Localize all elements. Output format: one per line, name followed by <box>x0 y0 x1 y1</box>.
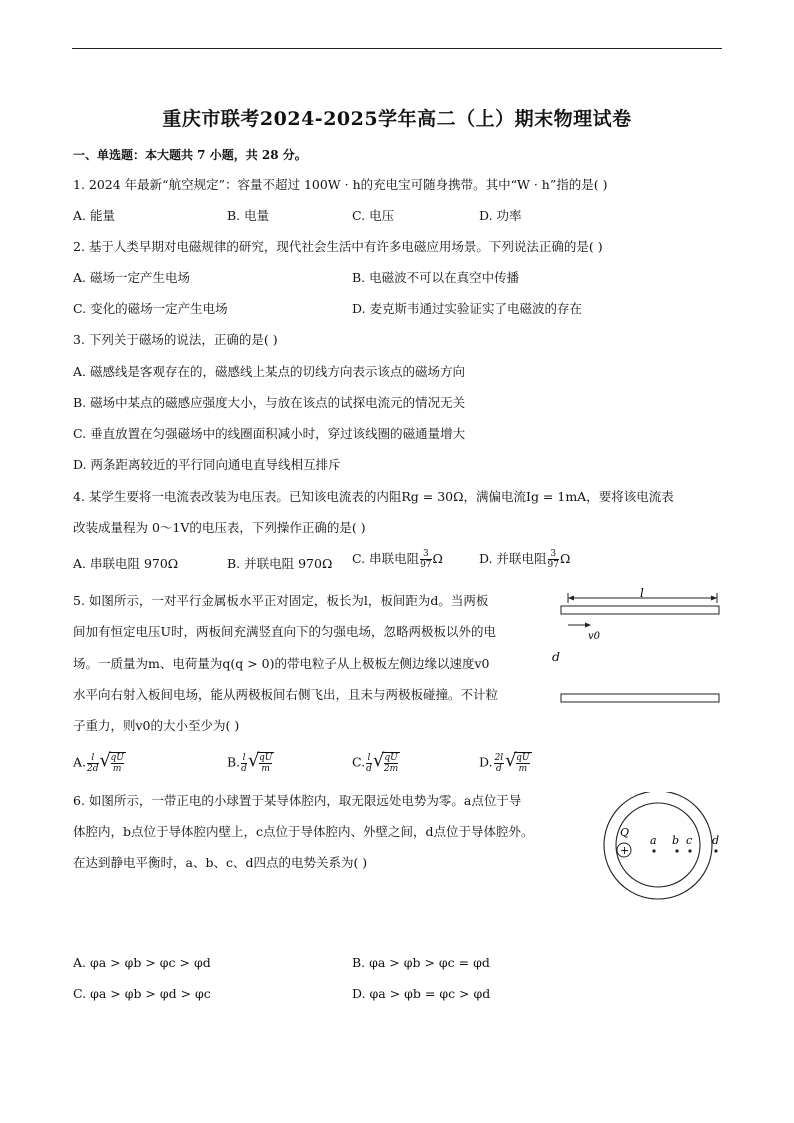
question-5-line3: 场。一质量为m、电荷量为q(q > 0)的带电粒子从上极板左侧边缘以速度v0 <box>73 656 490 671</box>
label-v0: v0 <box>588 631 601 642</box>
label-Q: Q <box>620 826 630 839</box>
velocity-arrow <box>568 623 591 628</box>
q3-option-d[interactable]: D. 两条距离较近的平行同向通电直导线相互排斥 <box>73 457 341 472</box>
q1-option-b[interactable]: B. 电量 <box>227 208 270 223</box>
square-root: √ $\frac{qU}{m}$ <box>505 750 530 774</box>
parallel-plates-figure <box>560 588 730 710</box>
square-root: √ $\frac{qU}{m}$ <box>99 750 124 774</box>
question-2-stem: 2. 基于人类早期对电磁规律的研究，现代社会生活中有许多电磁应用场景。下列说法正确的是( ) <box>73 239 603 254</box>
plus-sign: + <box>620 844 630 857</box>
question-5-line5: 子重力，则v0的大小至少为( ) <box>73 718 240 733</box>
fraction-3-97: $\frac{3}{97}$ <box>420 549 432 570</box>
point-d <box>714 849 717 852</box>
q1-option-c[interactable]: C. 电压 <box>352 208 395 223</box>
page-title: 重庆市联考2024-2025学年高二（上）期末物理试卷 <box>162 108 632 130</box>
question-3-stem: 3. 下列关于磁场的说法，正确的是( ) <box>73 332 278 347</box>
question-5-line4: 水平向右射入板间电场，能从两极板间右侧飞出，且未与两极板碰撞。不计粒 <box>73 687 499 702</box>
q6-option-c[interactable]: C. φa > φb > φd > φc <box>73 986 211 1001</box>
q5-option-label: C. <box>352 754 366 770</box>
label-d: d <box>712 834 720 847</box>
upper-plate <box>561 606 719 614</box>
question-6-line1: 6. 如图所示，一带正电的小球置于某导体腔内，取无限远处电势为零。a点位于导 <box>73 793 522 808</box>
fraction-3-97: $\frac{3}{97}$ <box>547 549 559 570</box>
q6-option-b[interactable]: B. φa > φb > φc = φd <box>352 955 490 970</box>
question-5-line2: 间加有恒定电压U时，两板间充满竖直向下的匀强电场，忽略两极板以外的电 <box>73 624 497 639</box>
square-root: √ $\frac{qU}{m}$ <box>247 750 273 774</box>
square-root: √ $\frac{qU}{2m}$ <box>372 750 399 774</box>
lower-plate <box>561 694 719 702</box>
q6-option-d[interactable]: D. φa > φb = φc > φd <box>352 986 491 1001</box>
header-rule <box>72 48 722 49</box>
q3-option-c[interactable]: C. 垂直放置在匀强磁场中的线圈面积减小时，穿过该线圈的磁通量增大 <box>73 426 466 441</box>
q3-option-a[interactable]: A. 磁感线是客观存在的，磁感线上某点的切线方向表示该点的磁场方向 <box>73 364 465 379</box>
q5-option-d[interactable] <box>479 752 532 774</box>
label-b: b <box>672 834 680 847</box>
point-a <box>652 849 655 852</box>
q2-option-b[interactable]: B. 电磁波不可以在真空中传播 <box>352 270 520 285</box>
question-6-line2: 体腔内，b点位于导体腔内壁上，c点位于导体腔内、外壁之间，d点位于导体腔外。 <box>73 824 534 839</box>
point-b <box>675 849 678 852</box>
q4-option-d-label: D. 并联电阻 <box>479 551 547 566</box>
q4-option-a[interactable]: A. 串联电阻 970Ω <box>73 556 179 571</box>
q5-option-a[interactable] <box>73 752 126 774</box>
label-c: c <box>686 834 693 847</box>
q3-option-b[interactable]: B. 磁场中某点的磁感应强度大小，与放在该点的试探电流元的情况无关 <box>73 395 466 410</box>
point-c <box>688 849 691 852</box>
question-6-line3: 在达到静电平衡时，a、b、c、d四点的电势关系为( ) <box>73 855 368 870</box>
question-1-stem: 1. 2024 年最新“航空规定”：容量不超过 100W · h的充电宝可随身携带。其中“W · h”指的是( ) <box>73 177 608 192</box>
q1-option-a[interactable]: A. 能量 <box>73 208 115 223</box>
q4-option-d[interactable]: D. 并联电阻 $\frac{3}{97}$ Ω <box>479 549 571 570</box>
label-a: a <box>650 834 657 847</box>
label-d: d <box>552 649 561 664</box>
q2-option-c[interactable]: C. 变化的磁场一定产生电场 <box>73 301 228 316</box>
q1-option-d[interactable]: D. 功率 <box>479 208 522 223</box>
question-4-stem-line2: 改装成量程为 0～1V的电压表，下列操作正确的是( ) <box>73 520 366 535</box>
q4-option-b[interactable]: B. 并联电阻 970Ω <box>227 556 333 571</box>
coefficient-fraction: $\frac{l}{d}$ <box>366 752 372 774</box>
q5-option-label: D. <box>479 754 493 770</box>
q5-option-label: A. <box>73 754 87 770</box>
q6-option-a[interactable]: A. φa > φb > φc > φd <box>73 955 211 970</box>
q4-option-c-label: C. 串联电阻 <box>352 551 420 566</box>
section-heading: 一、单选题：本大题共 7 小题，共 28 分。 <box>73 148 307 162</box>
coefficient-fraction: $\frac{2l}{d}$ <box>494 752 504 774</box>
label-l: l <box>640 588 644 600</box>
q4-option-c[interactable]: C. 串联电阻 $\frac{3}{97}$ Ω <box>352 549 443 570</box>
q2-option-d[interactable]: D. 麦克斯韦通过实验证实了电磁波的存在 <box>352 301 583 316</box>
q2-option-a[interactable]: A. 磁场一定产生电场 <box>73 270 190 285</box>
q5-option-b[interactable] <box>227 752 274 774</box>
question-5-line1: 5. 如图所示，一对平行金属板水平正对固定，板长为l，板间距为d。当两板 <box>73 593 489 608</box>
q5-option-c[interactable] <box>352 752 400 774</box>
conductor-cavity-figure <box>576 792 736 910</box>
q5-option-label: B. <box>227 754 241 770</box>
question-4-stem-line1: 4. 某学生要将一电流表改装为电压表。已知该电流表的内阻Rg = 30Ω，满偏电流Ig = 1mA，要将该电流表 <box>73 489 674 504</box>
coefficient-fraction: $\frac{l}{d}$ <box>241 752 247 774</box>
coefficient-fraction: $\frac{l}{2d}$ <box>87 752 99 774</box>
